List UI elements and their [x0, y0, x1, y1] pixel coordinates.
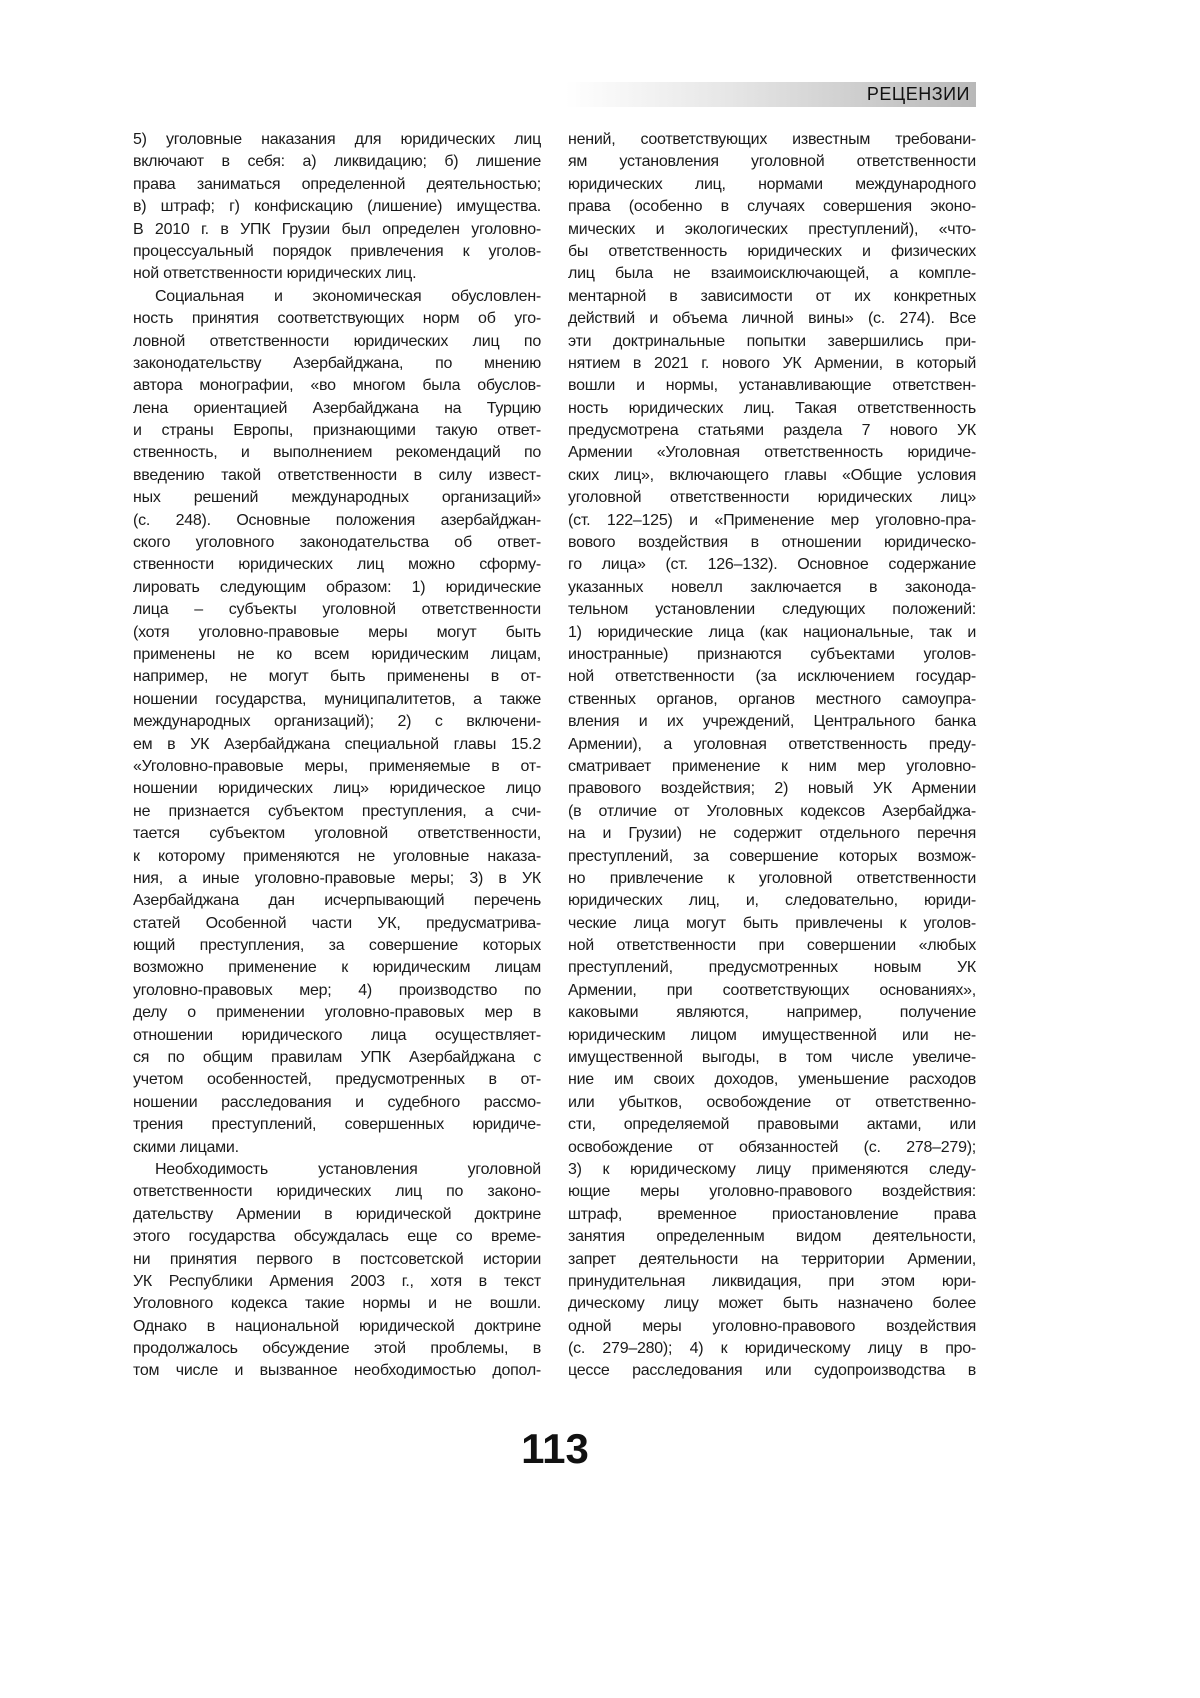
text-line: учетом особенностей, предусмотренных в от- [133, 1069, 541, 1091]
text-line: уголовной ответственности юридических лиц» [568, 487, 976, 509]
text-line: включают в себя: а) ликвидацию; б) лишение [133, 151, 541, 173]
text-line: (хотя уголовно-правовые меры могут быть [133, 622, 541, 644]
text-line: права (особенно в случаях совершения эконо- [568, 196, 976, 218]
text-line: возможно применение к юридическим лицам [133, 957, 541, 979]
text-line: мических и экологических преступлений), «что- [568, 219, 976, 241]
text-line: юридических лиц, и, следовательно, юриди- [568, 890, 976, 912]
text-line: делу о применении уголовно-правовых мер в [133, 1002, 541, 1024]
text-line: права заниматься определенной деятельностью; [133, 174, 541, 196]
text-line: ственности юридических лиц можно сформу- [133, 554, 541, 576]
text-line: «Уголовно-правовые меры, применяемые в от- [133, 756, 541, 778]
text-line: запрет деятельности на территории Армении, [568, 1249, 976, 1271]
paragraph [133, 286, 541, 1159]
text-line: скими лицами. [133, 1137, 541, 1159]
text-line: нятием в 2021 г. нового УК Армении, в который [568, 353, 976, 375]
text-line: цессе расследования или судопроизводства в [568, 1360, 976, 1382]
text-line: отношении юридического лица осуществляет- [133, 1025, 541, 1047]
text-line: Социальная и экономическая обусловлен- [133, 286, 541, 308]
text-line: тельном установлении следующих положений: [568, 599, 976, 621]
text-column-right [568, 129, 976, 1383]
text-line: нений, соответствующих известным требовани- [568, 129, 976, 151]
text-line: уголовно-правовых мер; 4) производство по [133, 980, 541, 1002]
text-line: но привлечение к уголовной ответственности [568, 868, 976, 890]
text-line: дательству Армении в юридической доктрине [133, 1204, 541, 1226]
text-line: штраф, временное приостановление права [568, 1204, 976, 1226]
text-line: лена ориентацией Азербайджана на Турцию [133, 398, 541, 420]
paragraph [568, 129, 976, 1383]
text-line: лица – субъекты уголовной ответственности [133, 599, 541, 621]
text-line: ность юридических лиц. Такая ответственность [568, 398, 976, 420]
text-line: ских лиц», включающего главы «Общие условия [568, 465, 976, 487]
text-line: тается субъектом уголовной ответственности, [133, 823, 541, 845]
text-line: ношении юридических лиц» юридическое лицо [133, 778, 541, 800]
text-line: одной меры уголовно-правового воздействия [568, 1316, 976, 1338]
text-line: трения преступлений, совершенных юридиче- [133, 1114, 541, 1136]
text-line: не признается субъектом преступления, а счи- [133, 801, 541, 823]
text-line: введению такой ответственности в силу извест- [133, 465, 541, 487]
text-line: Необходимость установления уголовной [133, 1159, 541, 1181]
text-line: 5) уголовные наказания для юридических лиц [133, 129, 541, 151]
text-line: (с. 279–280); 4) к юридическому лицу в про- [568, 1338, 976, 1360]
text-line: ственность, и выполнением рекомендаций по [133, 442, 541, 464]
text-line: ственных органов, органов местного самоупра- [568, 689, 976, 711]
text-line: В 2010 г. в УПК Грузии был определен уголовно- [133, 219, 541, 241]
text-line: занятия определенным видом деятельности, [568, 1226, 976, 1248]
text-line: принудительная ликвидация, при этом юри- [568, 1271, 976, 1293]
text-line: дическому лицу может быть назначено более [568, 1293, 976, 1315]
text-line: Армении, при соответствующих основаниях», [568, 980, 976, 1002]
text-line: продолжалось обсуждение этой проблемы, в [133, 1338, 541, 1360]
text-line: статей Особенной части УК, предусматрива- [133, 913, 541, 935]
text-line: освобождение от обязанностей (с. 278–279); [568, 1137, 976, 1159]
text-line: ям установления уголовной ответственности [568, 151, 976, 173]
text-line: ношении государства, муниципалитетов, а также [133, 689, 541, 711]
text-line: эти доктринальные попытки завершились при- [568, 331, 976, 353]
text-line: лиц была не взаимоисключающей, а компле- [568, 263, 976, 285]
text-line: ответственности юридических лиц по законо- [133, 1181, 541, 1203]
text-line: ной ответственности (за исключением государ- [568, 666, 976, 688]
text-line: этого государства обсуждалась еще со време- [133, 1226, 541, 1248]
text-line: ческие лица могут быть привлечены к уголов- [568, 913, 976, 935]
text-line: предусмотрена статьями раздела 7 нового УК [568, 420, 976, 442]
section-title: РЕЦЕНЗИИ [867, 84, 970, 105]
text-line: преступлений, предусмотренных новым УК [568, 957, 976, 979]
text-line: ем в УК Азербайджана специальной главы 15.2 [133, 734, 541, 756]
text-line: вошли и нормы, устанавливающие ответствен- [568, 375, 976, 397]
text-line: ловной ответственности юридических лиц по [133, 331, 541, 353]
paragraph [133, 129, 541, 286]
text-line: ментарной в зависимости от их конкретных [568, 286, 976, 308]
text-line: УК Республики Армения 2003 г., хотя в текст [133, 1271, 541, 1293]
text-line: (ст. 122–125) и «Применение мер уголовно-пра- [568, 510, 976, 532]
text-line: в) штраф; г) конфискацию (лишение) имущества. [133, 196, 541, 218]
text-line: ся по общим правилам УПК Азербайджана с [133, 1047, 541, 1069]
text-line: Уголовного кодекса такие нормы и не вошли. [133, 1293, 541, 1315]
text-line: указанных новелл заключается в законода- [568, 577, 976, 599]
text-line: иностранные) признаются субъектами уголов- [568, 644, 976, 666]
text-line: вового воздействия в отношении юридическо- [568, 532, 976, 554]
text-line: Армении «Уголовная ответственность юридиче- [568, 442, 976, 464]
text-line: ность принятия соответствующих норм об уго- [133, 308, 541, 330]
text-line: ского уголовного законодательства об ответ- [133, 532, 541, 554]
text-line: законодательству Азербайджана, по мнению [133, 353, 541, 375]
text-line: (в отличие от Уголовных кодексов Азербайджа- [568, 801, 976, 823]
text-line: ношении расследования и судебного рассмо- [133, 1092, 541, 1114]
text-line: го лица» (ст. 126–132). Основное содержание [568, 554, 976, 576]
text-line: международных организаций); 2) с включени- [133, 711, 541, 733]
text-line: или убытков, освобождение от ответственно- [568, 1092, 976, 1114]
text-line: 3) к юридическому лицу применяются следу- [568, 1159, 976, 1181]
text-line: ной ответственности юридических лиц. [133, 263, 541, 285]
text-line: ние им своих доходов, уменьшение расходов [568, 1069, 976, 1091]
text-line: каковыми являются, например, получение [568, 1002, 976, 1024]
text-line: Армении), а уголовная ответственность преду- [568, 734, 976, 756]
text-line: преступлений, за совершение которых возмож- [568, 846, 976, 868]
text-line: лировать следующим образом: 1) юридические [133, 577, 541, 599]
text-line: ных решений международных организаций» [133, 487, 541, 509]
text-line: ющий преступления, за совершение которых [133, 935, 541, 957]
text-line: том числе и вызванное необходимостью допол- [133, 1360, 541, 1382]
text-line: процессуальный порядок привлечения к уголов- [133, 241, 541, 263]
section-header-bar [565, 82, 976, 107]
text-line: ющие меры уголовно-правового воздействия: [568, 1181, 976, 1203]
text-line: ной ответственности при совершении «любых [568, 935, 976, 957]
text-line: вления и их учреждений, Центрального банка [568, 711, 976, 733]
text-line: ни принятия первого в постсоветской истории [133, 1249, 541, 1271]
text-line: действий и объема личной вины» (с. 274). Все [568, 308, 976, 330]
text-line: бы ответственность юридических и физических [568, 241, 976, 263]
text-line: правового воздействия; 2) новый УК Армении [568, 778, 976, 800]
text-line: сматривает применение к ним мер уголовно- [568, 756, 976, 778]
text-line: сти, определяемой правовыми актами, или [568, 1114, 976, 1136]
text-line: на и Грузии) не содержит отдельного перечня [568, 823, 976, 845]
text-line: и страны Европы, признающими такую ответ- [133, 420, 541, 442]
text-line: применены не ко всем юридическим лицам, [133, 644, 541, 666]
text-column-left [133, 129, 541, 1383]
text-line: автора монографии, «во многом была обуслов- [133, 375, 541, 397]
paragraph [133, 1159, 541, 1383]
text-line: к которому применяются не уголовные наказа- [133, 846, 541, 868]
text-line: Азербайджана дан исчерпывающий перечень [133, 890, 541, 912]
text-line: ния, а иные уголовно-правовые меры; 3) в УК [133, 868, 541, 890]
page-number: 113 [0, 1425, 1110, 1473]
text-line: например, не могут быть применены в от- [133, 666, 541, 688]
text-line: имущественной выгоды, в том числе увеличе- [568, 1047, 976, 1069]
text-line: Однако в национальной юридической доктрине [133, 1316, 541, 1338]
text-line: (с. 248). Основные положения азербайджан- [133, 510, 541, 532]
text-line: юридическим лицом имущественной или не- [568, 1025, 976, 1047]
text-line: юридических лиц, нормами международного [568, 174, 976, 196]
text-line: 1) юридические лица (как национальные, так и [568, 622, 976, 644]
